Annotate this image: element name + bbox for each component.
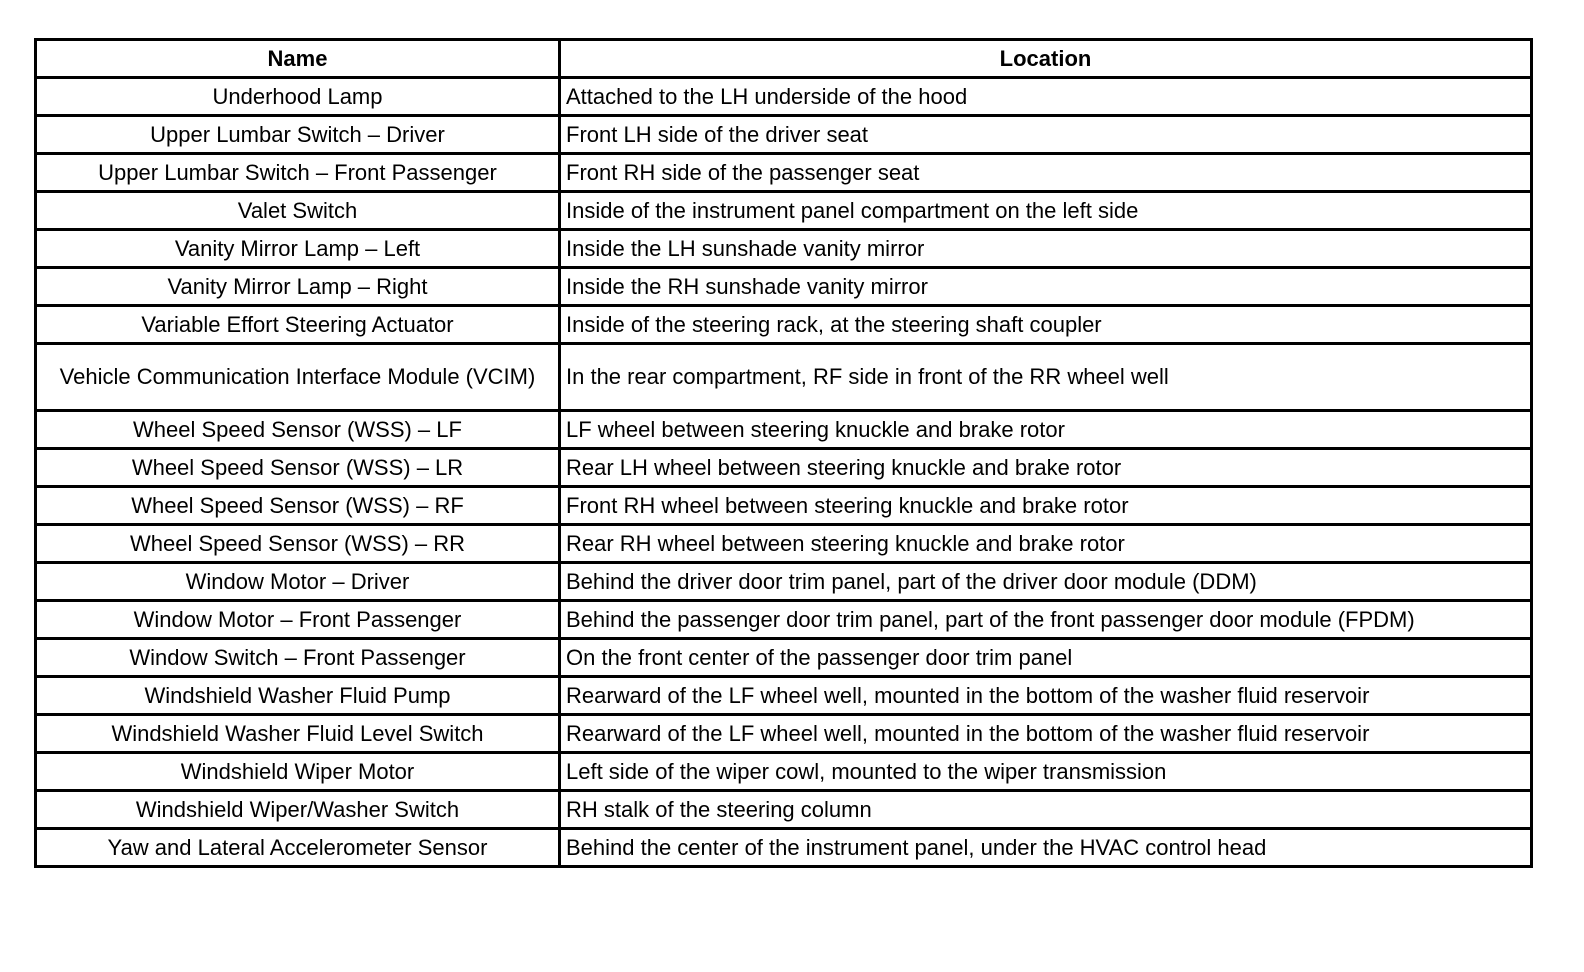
- component-location-table: [34, 38, 1533, 868]
- cell-location: Front RH wheel between steering knuckle and brake rotor: [560, 487, 1532, 525]
- table-row: [36, 829, 1532, 867]
- table-row: [36, 677, 1532, 715]
- table-row: [36, 192, 1532, 230]
- table-row: [36, 791, 1532, 829]
- cell-location: Left side of the wiper cowl, mounted to the wiper transmission: [560, 753, 1532, 791]
- cell-location: Rear RH wheel between steering knuckle and brake rotor: [560, 525, 1532, 563]
- table-row: [36, 154, 1532, 192]
- table-row: [36, 753, 1532, 791]
- table-row: [36, 411, 1532, 449]
- cell-location: Rear LH wheel between steering knuckle and brake rotor: [560, 449, 1532, 487]
- cell-name: Vehicle Communication Interface Module (VCIM): [36, 344, 560, 411]
- table-row: [36, 306, 1532, 344]
- table-row: [36, 601, 1532, 639]
- cell-name: Underhood Lamp: [36, 78, 560, 116]
- cell-name: Wheel Speed Sensor (WSS) – LR: [36, 449, 560, 487]
- table-row: [36, 487, 1532, 525]
- cell-name: Upper Lumbar Switch – Driver: [36, 116, 560, 154]
- table-row: [36, 639, 1532, 677]
- cell-location: Front LH side of the driver seat: [560, 116, 1532, 154]
- cell-location: In the rear compartment, RF side in front of the RR wheel well: [560, 344, 1532, 411]
- table-row: [36, 116, 1532, 154]
- cell-name: Windshield Washer Fluid Pump: [36, 677, 560, 715]
- cell-location: Rearward of the LF wheel well, mounted in the bottom of the washer fluid reservoir: [560, 677, 1532, 715]
- cell-location: Inside the RH sunshade vanity mirror: [560, 268, 1532, 306]
- cell-name: Window Switch – Front Passenger: [36, 639, 560, 677]
- cell-location: Front RH side of the passenger seat: [560, 154, 1532, 192]
- table-row: [36, 525, 1532, 563]
- table-row: [36, 449, 1532, 487]
- cell-location: On the front center of the passenger door trim panel: [560, 639, 1532, 677]
- table-row: [36, 230, 1532, 268]
- cell-name: Vanity Mirror Lamp – Right: [36, 268, 560, 306]
- cell-location: Behind the passenger door trim panel, part of the front passenger door module (FPDM): [560, 601, 1532, 639]
- cell-location: Behind the driver door trim panel, part of the driver door module (DDM): [560, 563, 1532, 601]
- cell-name: Windshield Washer Fluid Level Switch: [36, 715, 560, 753]
- cell-name: Windshield Wiper Motor: [36, 753, 560, 791]
- cell-name: Wheel Speed Sensor (WSS) – RF: [36, 487, 560, 525]
- cell-name: Window Motor – Driver: [36, 563, 560, 601]
- cell-location: Rearward of the LF wheel well, mounted in the bottom of the washer fluid reservoir: [560, 715, 1532, 753]
- table-row: [36, 715, 1532, 753]
- cell-name: Yaw and Lateral Accelerometer Sensor: [36, 829, 560, 867]
- table-row: [36, 78, 1532, 116]
- cell-name: Wheel Speed Sensor (WSS) – LF: [36, 411, 560, 449]
- cell-name: Wheel Speed Sensor (WSS) – RR: [36, 525, 560, 563]
- header-row: [36, 40, 1532, 78]
- cell-location: Inside of the steering rack, at the steering shaft coupler: [560, 306, 1532, 344]
- cell-name: Variable Effort Steering Actuator: [36, 306, 560, 344]
- table-row: [36, 268, 1532, 306]
- header-location: Location: [560, 40, 1532, 78]
- header-name: Name: [36, 40, 560, 78]
- cell-name: Windshield Wiper/Washer Switch: [36, 791, 560, 829]
- table-row: [36, 344, 1532, 411]
- cell-name: Valet Switch: [36, 192, 560, 230]
- cell-location: Attached to the LH underside of the hood: [560, 78, 1532, 116]
- table-row: [36, 563, 1532, 601]
- cell-name: Window Motor – Front Passenger: [36, 601, 560, 639]
- cell-location: Behind the center of the instrument panel, under the HVAC control head: [560, 829, 1532, 867]
- cell-name: Upper Lumbar Switch – Front Passenger: [36, 154, 560, 192]
- cell-location: Inside the LH sunshade vanity mirror: [560, 230, 1532, 268]
- cell-location: RH stalk of the steering column: [560, 791, 1532, 829]
- cell-name: Vanity Mirror Lamp – Left: [36, 230, 560, 268]
- cell-location: LF wheel between steering knuckle and brake rotor: [560, 411, 1532, 449]
- cell-location: Inside of the instrument panel compartment on the left side: [560, 192, 1532, 230]
